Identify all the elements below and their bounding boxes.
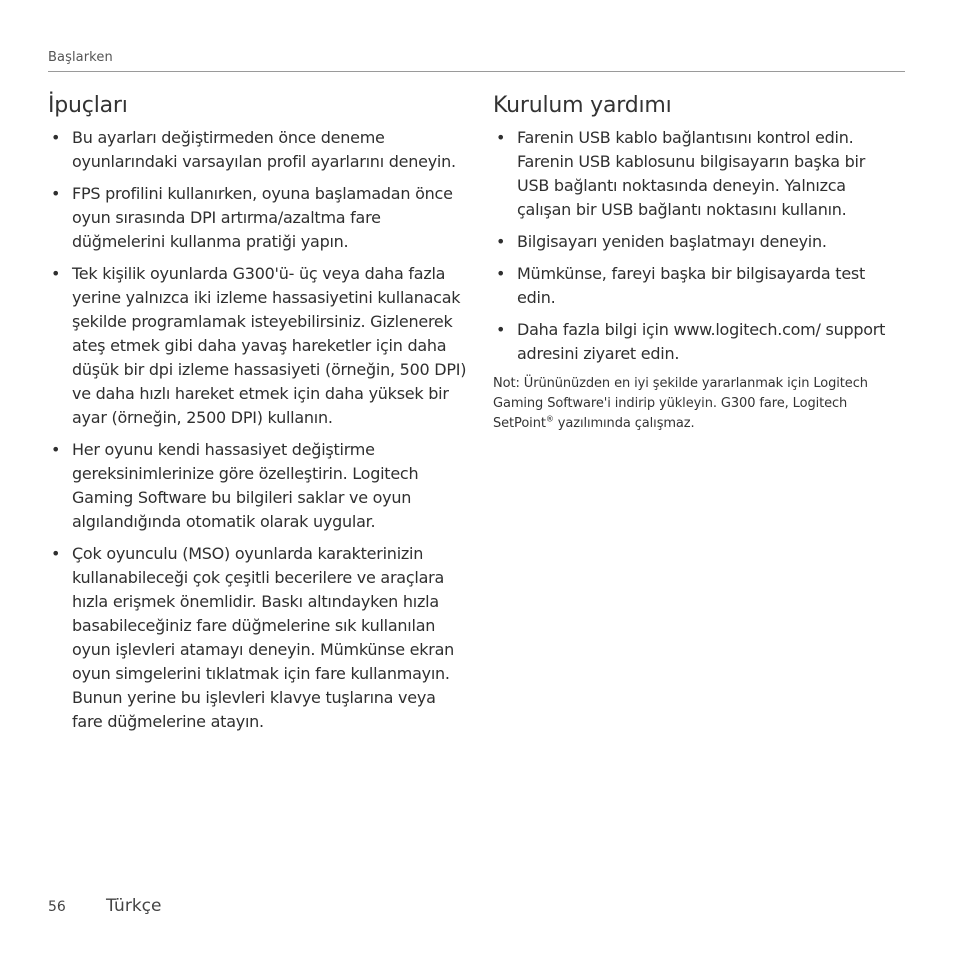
- bullet-icon: •: [496, 320, 506, 339]
- bullet-icon: •: [51, 440, 61, 459]
- registered-mark: ®: [545, 414, 554, 424]
- list-item-text: Farenin USB kablo bağlantısını kontrol edin. Farenin USB kablosunu bilgisayarın başka bir USB bağlantı noktasında deneyin. Yalnızca çalışan bir USB bağlantı noktasını kullanın.: [517, 128, 866, 219]
- list-item-text: Mümkünse, fareyi başka bir bilgisayarda test edin.: [517, 264, 866, 307]
- list-item: [493, 230, 893, 254]
- tips-heading: İpuçları: [48, 93, 128, 118]
- software-note: [493, 374, 893, 434]
- bullet-icon: •: [51, 544, 61, 563]
- list-item: [48, 126, 468, 174]
- list-item: [48, 262, 468, 430]
- list-item: [48, 438, 468, 534]
- tips-column: [48, 92, 468, 742]
- note-text-end: yazılımında çalışmaz.: [553, 416, 695, 431]
- header-divider: [48, 71, 905, 72]
- setup-help-column: [493, 92, 893, 434]
- section-label: Başlarken: [48, 50, 113, 65]
- bullet-icon: •: [496, 128, 506, 147]
- page-number: 56: [48, 899, 66, 915]
- list-item-text: FPS profilini kullanırken, oyuna başlamadan önce oyun sırasında DPI artırma/azaltma fare düğmelerini kullanma pratiği yapın.: [72, 184, 453, 251]
- tips-list: [48, 126, 468, 734]
- setup-help-heading: Kurulum yardımı: [493, 93, 672, 118]
- bullet-icon: •: [496, 232, 506, 251]
- list-item-text: Bilgisayarı yeniden başlatmayı deneyin.: [517, 232, 827, 251]
- bullet-icon: •: [51, 128, 61, 147]
- list-item: [493, 318, 893, 366]
- setup-help-list: [493, 126, 893, 366]
- list-item-text: Tek kişilik oyunlarda G300'ü- üç veya daha fazla yerine yalnızca iki izleme hassasiyetini kullanacak şekilde programlamak isteyebilirsiniz. Gizlenerek ateş etmek gibi daha yavaş hareketler için daha düşük bir dpi izleme hassasiyeti (örneğin, 500 DPI) ve daha hızlı hareket etmek için daha yüksek bir ayar (örneğin, 2500 DPI) kullanın.: [72, 264, 467, 427]
- bullet-icon: •: [496, 264, 506, 283]
- bullet-icon: •: [51, 264, 61, 283]
- list-item: [493, 262, 893, 310]
- list-item-text: Çok oyunculu (MSO) oyunlarda karakterinizin kullanabileceği çok çeşitli becerilere ve araçlara hızla erişmek önemlidir. Baskı altındayken hızla basabileceğiniz fare düğmelerine sık kullanılan oyun işlevleri atamayı deneyin. Mümkünse ekran oyun simgelerini tıklatmak için fare kullanmayın. Bunun yerine bu işlevleri klavye tuşlarına veya fare düğmelerine atayın.: [72, 544, 455, 731]
- bullet-icon: •: [51, 184, 61, 203]
- language-label: Türkçe: [106, 896, 162, 916]
- note-text: Not: Ürününüzden en iyi şekilde yararlanmak için Logitech Gaming Software'i indirip yükleyin. G300 fare, Logitech SetPoint: [493, 376, 868, 431]
- list-item-text: Daha fazla bilgi için www.logitech.com/ support adresini ziyaret edin.: [517, 320, 886, 363]
- list-item: [48, 182, 468, 254]
- list-item-text: Her oyunu kendi hassasiyet değiştirme gereksinimlerinize göre özelleştirin. Logitech Gaming Software bu bilgileri saklar ve oyun algılandığında otomatik olarak uygular.: [72, 440, 419, 531]
- list-item: [48, 542, 468, 734]
- list-item: [493, 126, 893, 222]
- list-item-text: Bu ayarları değiştirmeden önce deneme oyunlarındaki varsayılan profil ayarlarını deneyin.: [72, 128, 456, 171]
